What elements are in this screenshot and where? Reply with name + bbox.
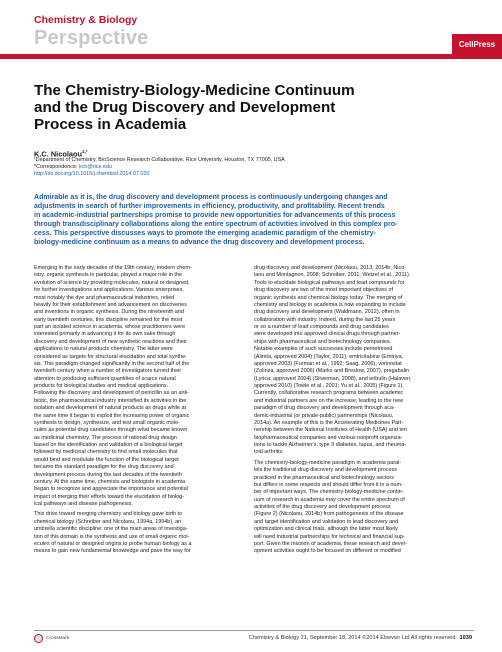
body-line: Notable examples of such successes include pemetrexed <box>254 346 393 353</box>
body-line: and industrial partners are on the increase, leading to the new <box>254 397 404 404</box>
body-line: umbrella scientific discipline; one of the main areas of investiga- <box>34 526 188 533</box>
body-line: ships with pharmaceutical and biotechnology companies. <box>254 338 392 345</box>
body-line: attention to producing sufficient quantities of scarce natural <box>34 375 176 382</box>
body-line: ecules of natural or designed origins to probe human biology as a <box>34 540 192 547</box>
body-line: interested primarily in advancing it for its own sake through <box>34 331 176 338</box>
body-line: The chemistry-biology-medicine paradigm in academia paral- <box>254 459 402 466</box>
section-label: Perspective <box>34 27 149 49</box>
footer-citation <box>249 635 472 641</box>
body-line: based on the identification and validation of a biological target <box>34 442 183 448</box>
body-line: drug discovery and development (Nicolaou, 2013, 2014b; Nico- <box>254 265 407 271</box>
body-line: approved 2003) (Furman et al., 1992; Saag, 2006), vorinostat <box>254 360 402 367</box>
body-line: for further investigations and applications. Various enterprises, <box>34 287 184 294</box>
body-line: This drive toward merging chemistry and biology gave birth to <box>34 511 183 518</box>
body-line: considered as targets for structural elucidation and total synthe- <box>34 353 187 360</box>
body-line: sis. This paradigm changed significantly in the second half of the <box>34 360 190 367</box>
body-line: means to gain new fundamental knowledge and pave the way for <box>34 548 191 555</box>
body-line: approved 2010) (Towle et al., 2001; Yu et al., 2005) (Figure 1). <box>254 383 404 389</box>
body-line: istry, organic synthesis in particular, played a major role in the <box>34 272 182 279</box>
body-line: port. Given the mission of academia, these research and devel- <box>254 540 407 547</box>
body-line: practiced in the pharmaceutical and biotechnology sectors <box>254 474 394 481</box>
body-line: evolution of science by providing molecules, natural or designed, <box>34 279 190 286</box>
cellpress-logo: CellPress <box>452 34 502 54</box>
body-line: began to recognize and appreciate the importance and potential <box>34 486 188 493</box>
body-line: (Figure 2) (Nicolaou, 2014b) from pathogenesis of the disease <box>254 511 404 518</box>
body-line: most notably the dye and pharmaceutical industries, relied <box>34 294 175 301</box>
title-line: and the Drug Discovery and Development <box>34 99 336 116</box>
body-line: Emerging in the early decades of the 19th century, modern chem- <box>34 265 192 271</box>
body-line: (Zolinza, approved 2006) (Marks and Breslow, 2007), pregabalin <box>254 368 410 375</box>
crossmark-badge[interactable] <box>34 634 69 643</box>
title-line: The Chemistry-Biology-Medicine Continuum <box>34 82 355 99</box>
body-line: laou and Montagnon, 2008; Schreiber, 2011; Wetzel et al., 2011). <box>254 272 411 279</box>
body-line: optimization and clinical trials, although the latter most likely <box>254 526 398 533</box>
correspondence <box>34 164 474 171</box>
abstract-line: cess. This perspective discusses ways to promote the emerging academic paradigm of the chemistry- <box>34 230 376 238</box>
abstract-line: in academic-industrial partnerships promise to provide new opportunities for advancements of this process <box>34 212 396 220</box>
body-line: and inventions in organic synthesis. During the nineteenth and <box>34 309 184 316</box>
body-line: nership between the National Institutes of Health (USA) and ten <box>254 427 407 434</box>
abstract-line: biology-medicine continuum as a means to advance the drug discovery and development process. <box>34 239 365 247</box>
doi-link[interactable]: http://dx.doi.org/10.1016/j.chembiol.2014.07.020 <box>34 171 150 178</box>
body-line: development process during the last decades of the twentieth <box>34 471 182 478</box>
body-line: discovery and development of new synthetic reactions and their <box>34 338 187 345</box>
body-line: paradigm of drug discovery and development through aca- <box>254 405 395 412</box>
body-line: uum of research in academia may cover the entire spectrum of <box>254 496 405 503</box>
abstract-line: adjustments in search of further improvements in efficiency, productivity, and profitability. Recent trends <box>34 203 385 211</box>
crossmark-icon <box>34 634 43 643</box>
body-line: impact of merging their efforts toward the elucidation of biolog- <box>34 493 185 500</box>
abstract-line: through transdisciplinary collaborations along the entire spectrum of activities involved in this complex pro- <box>34 221 398 229</box>
abstract <box>34 193 474 247</box>
body-line: 2014a). An example of this is the Accelerating Medicines Part- <box>254 419 404 426</box>
body-line: or so a number of lead compounds and drug candidates <box>254 324 389 330</box>
email-link[interactable]: kcn@rice.edu <box>78 164 112 171</box>
body-line: drug discovery and development (Waldmann, 2012), often in <box>254 309 400 316</box>
body-line: applications to natural products chemistry. The latter were <box>34 346 173 353</box>
body-line: century. At the same time, chemists and biologists in academia <box>34 478 186 485</box>
body-line: products for biological studies and medical applications. <box>34 383 169 389</box>
body-line: heavily for their establishment and advancement on discoveries <box>34 301 187 308</box>
affiliation-block <box>34 157 474 179</box>
body-line: followed by medicinal chemistry to find small molecules that <box>34 449 178 456</box>
body-line: drug discovery are two of the most important objectives of <box>254 287 394 294</box>
body-line: demic-industrial (or private-public) partnerships (Nicolaou, <box>254 412 394 419</box>
abstract-line: Admirable as it is, the drug discovery and development process is continuously undergoing changes and <box>34 194 388 201</box>
body-column-right <box>254 265 458 556</box>
body-line: biopharmaceutical companies and various nonprofit organiza- <box>254 434 403 441</box>
article-title <box>34 82 474 133</box>
body-line: biotic, the pharmaceutical industry intensified its activities in the <box>34 397 187 404</box>
affiliation: ¹Department of Chemistry, BioScience Research Collaborative, Rice University, Houston, TX 77005, USA <box>34 157 285 163</box>
body-line: collaboration with industry. Indeed, during the last 25 years <box>254 316 396 323</box>
body-line: as medicinal chemistry. The process of rational drug design <box>34 434 177 441</box>
body-line: organic synthesis and chemical biology today. The merging of <box>254 294 403 301</box>
body-line: would bind and modulate the function of the biological target <box>34 456 179 463</box>
body-line: (Alimta, approved 2004) (Taylor, 2011), emtricitabine (Emtriva, <box>254 353 404 360</box>
body-line: chemistry and biology in academia is now expanding to include <box>254 301 406 308</box>
body-line: were developed into approved clinical drugs through partner- <box>254 331 401 338</box>
body-line: Currently, collaborative research programs between academic <box>254 390 404 397</box>
crossmark-label: CrossMark <box>46 636 70 641</box>
author-marks: 1,* <box>82 149 88 154</box>
body-line: tion of this domain is the synthesis and use of small organic mol- <box>34 533 190 540</box>
body-line: became the standard paradigm for the drug discovery and <box>34 464 174 471</box>
body-line: part an isolated science in academia, whose practitioners were <box>34 324 186 330</box>
body-line: Tools to elucidate biological pathways and lead compounds for <box>254 279 405 286</box>
body-line: cules as potential drug candidates through what became known <box>34 427 188 434</box>
body-line: toid arthritis. <box>254 449 284 456</box>
footer-rule <box>34 630 474 631</box>
body-line: the same time it began to exploit the increasing power of organic <box>34 412 190 419</box>
body-line: twentieth century when a number of investigators turned their <box>34 368 182 375</box>
body-line: opment activities ought to be focused on different or modified <box>254 548 401 555</box>
correspondence-label: *Correspondence: <box>34 164 79 171</box>
body-line: but differs in some respects and should differ from it in a num- <box>254 481 403 488</box>
body-line: chemical biology (Schreiber and Nicolaou, 1994a, 1994b), an <box>34 518 182 525</box>
body-line: tions to tackle Alzheimer's, type II diabetes, lupus, and rheuma- <box>254 442 407 448</box>
title-line: Process in Academia <box>34 116 187 133</box>
journal-name: Chemistry & Biology <box>34 14 138 26</box>
body-line: synthesis to design, synthesize, and test small organic mole- <box>34 419 180 426</box>
body-line: ber of important ways. The chemistry-biology-medicine contin- <box>254 489 404 496</box>
body-line: will need industrial partnerships for technical and financial sup- <box>254 533 405 540</box>
body-line: lels the traditional drug discovery and development process <box>254 467 397 474</box>
body-line: ical pathways and disease pathogenesis. <box>34 501 133 507</box>
page-number: 1039 <box>459 635 472 641</box>
citation-text: Chemistry & Biology 21, September 18, 2014 ©2014 Elsevier Ltd All rights reserved <box>248 635 456 641</box>
author-text: K.C. Nicolaou <box>34 149 83 159</box>
body-column-left <box>34 265 238 556</box>
body-line: early twentieth centuries, this discipline remained for the most <box>34 316 183 323</box>
header-rule <box>0 54 502 59</box>
body-line: isolation and development of natural products as drugs while at <box>34 405 187 412</box>
body-line: Following the discovery and development of penicillin as an anti- <box>34 390 190 397</box>
body-line: (Lyrica, approved 2004) (Silverman, 2008), and eribulin (Halaven, <box>254 375 412 382</box>
body-line: and target identification and validation to lead discovery and <box>254 518 399 525</box>
body-line: activities of the drug discovery and development process <box>254 504 391 510</box>
